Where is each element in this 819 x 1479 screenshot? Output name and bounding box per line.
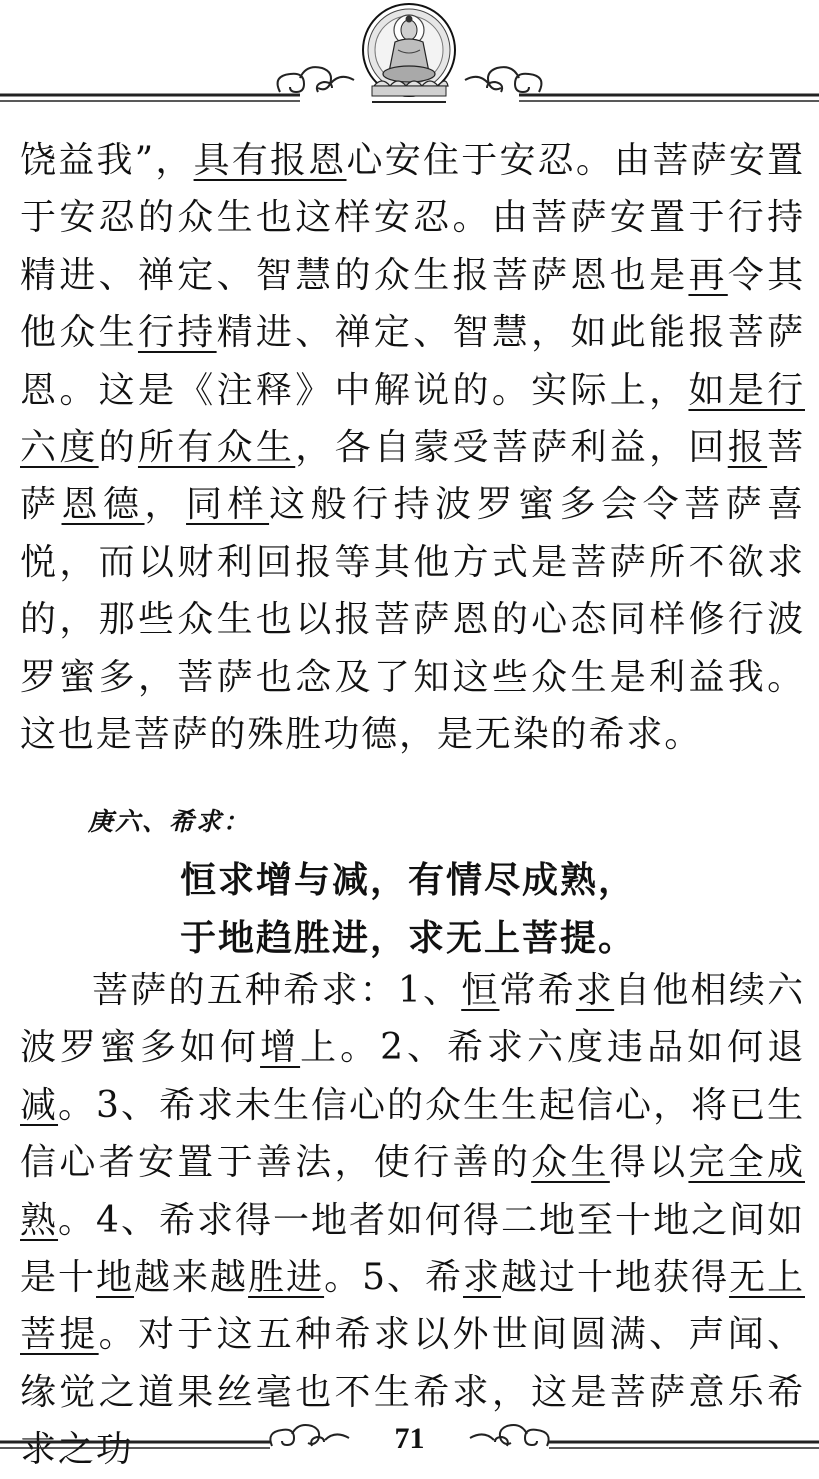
underlined-text: 恩德 xyxy=(61,484,145,526)
underlined-text: 报 xyxy=(727,427,768,469)
verse-line-2: 于地趋胜进，求无上菩提。 xyxy=(180,918,637,959)
body-paragraph-1: 饶益我”，具有报恩心安住于安忍。由菩萨安置于安忍的众生也这样安忍。由菩萨安置于行持精进、禅定、智慧的众生报菩萨恩也是再令其他众生行持精进、禅定、智慧，如此能报菩萨恩。这是《注释》中解说的。实际上，如是行六度的所有众生，各自蒙受菩萨利益，回报菩萨恩德，同样这般行持波罗蜜多会令菩萨喜悦，而以财利回报等其他方式是菩萨所不欲求的，那些众生也以报菩萨恩的心态同样修行波罗蜜多，菩萨也念及了知这些众生是利益我。这也是菩萨的殊胜功德，是无染的希求。 xyxy=(20,140,806,756)
underlined-text: 增 xyxy=(260,1027,301,1069)
underlined-text: 同样 xyxy=(186,484,270,526)
underlined-text: 地 xyxy=(96,1257,135,1299)
underlined-text: 具有报恩 xyxy=(193,140,347,181)
underlined-text: 无上菩提 xyxy=(20,1257,805,1356)
header-ornament xyxy=(0,0,819,115)
underlined-text: 恒 xyxy=(461,970,500,1011)
underlined-text: 减 xyxy=(20,1084,59,1126)
underlined-text: 行持 xyxy=(137,312,217,354)
buddha-medallion-icon xyxy=(0,0,819,115)
underlined-text: 众生 xyxy=(531,1142,610,1184)
body-paragraph-2: 菩萨的五种希求：1、恒常希求自他相续六波罗蜜多如何增上。2、希求六度违品如何退减。3、希求未生信心的众生生起信心，将已生信心者安置于善法，使行善的众生得以完全成熟。4、希求得一地者如何得二地至十地之间如是十地越来越胜进。5、希求越过十地获得无上菩提。对于这五种希求以外世间圆满、声闻、缘觉之道果丝毫也不生希求，这是菩萨意乐希求之功 xyxy=(20,970,805,1471)
underlined-text: 如是行六度 xyxy=(20,369,805,469)
verse-line-1: 恒求增与减，有情尽成熟， xyxy=(180,860,637,901)
page-number: 71 xyxy=(394,1422,425,1455)
underlined-text: 求 xyxy=(575,970,615,1011)
underlined-text: 求 xyxy=(463,1257,502,1299)
underlined-text: 再 xyxy=(688,254,728,296)
underlined-text: 胜进 xyxy=(248,1257,325,1299)
underlined-text: 所有众生 xyxy=(137,427,296,469)
underlined-text: 完全成熟 xyxy=(20,1142,805,1241)
section-heading: 庚六、希求： xyxy=(88,807,251,836)
